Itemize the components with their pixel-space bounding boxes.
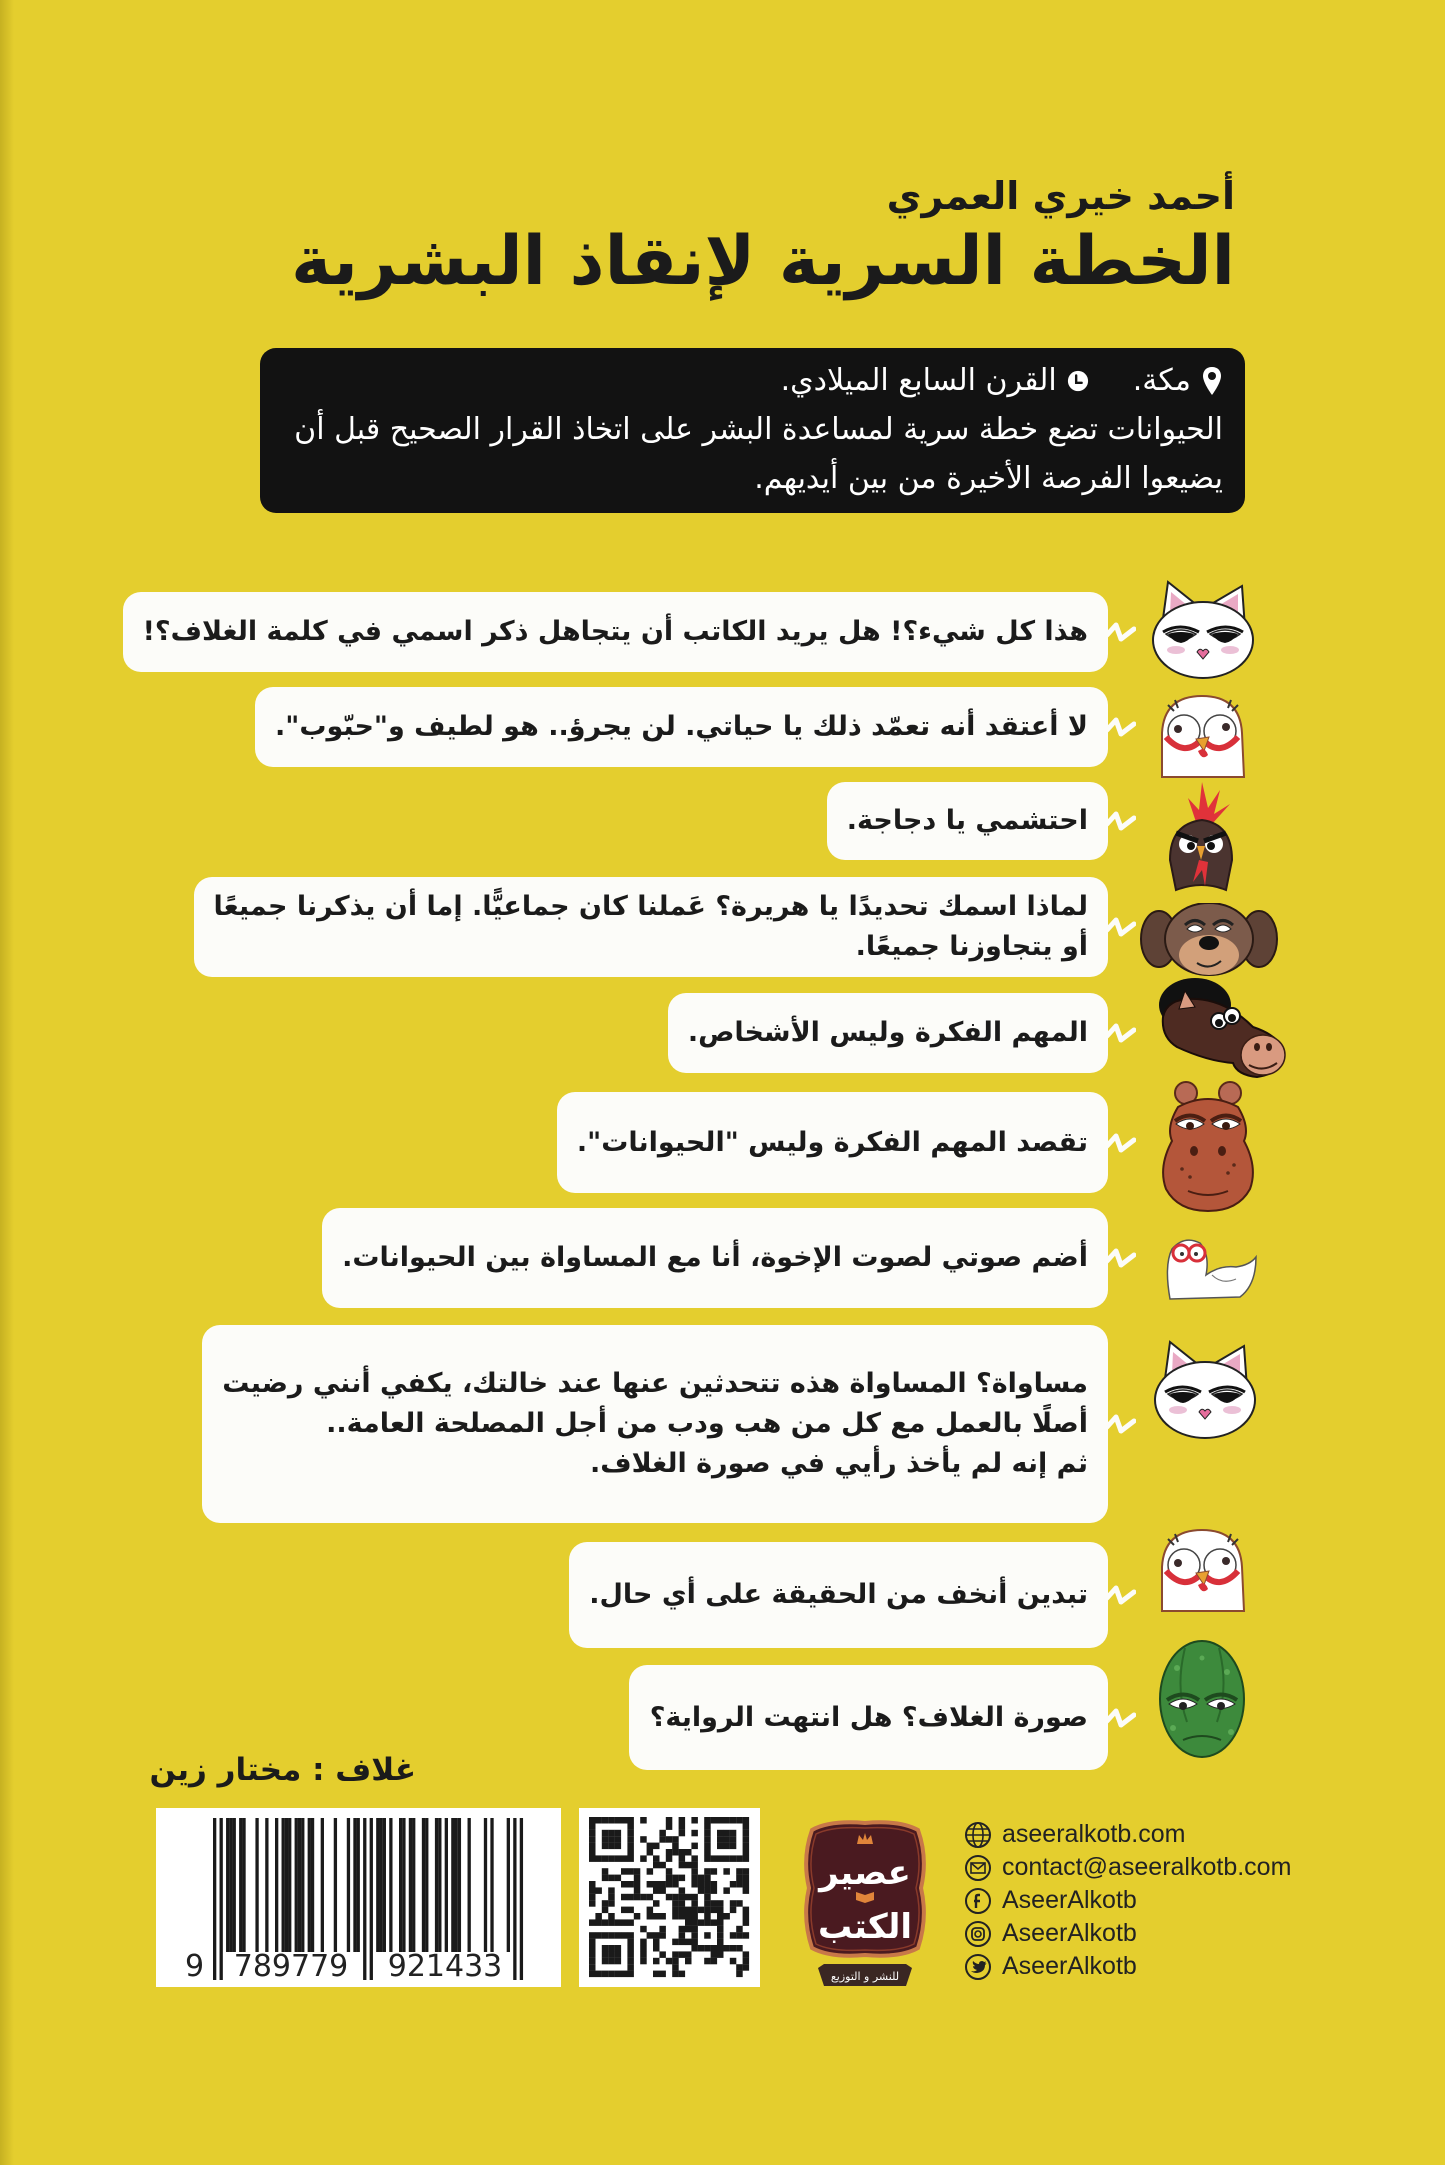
speech-tail-icon — [1106, 717, 1136, 737]
speech-bubble — [629, 1665, 1108, 1770]
contact-text: contact@aseeralkotb.com — [1002, 1853, 1292, 1881]
contact-list — [964, 1818, 1324, 1983]
turtle-avatar-icon — [1157, 1638, 1247, 1760]
bubble-text: أو يتجاوزنا جميعًا. — [855, 931, 1088, 962]
speech-bubble — [255, 687, 1108, 767]
speech-tail-icon — [1106, 622, 1136, 642]
cat-avatar-icon — [1148, 580, 1258, 680]
speech-bubble — [668, 993, 1108, 1073]
synopsis-box — [260, 348, 1245, 513]
bubble-text: لا أعتقد أنه تعمّد ذلك يا حياتي. لن يجرؤ.. هو لطيف و"حبّوب". — [275, 711, 1088, 742]
barcode-bars — [156, 1808, 561, 1987]
isbn-right-group: 921433 — [387, 1949, 503, 1984]
cover-design-credit: غلاف : مختار زين — [149, 1752, 416, 1788]
map-pin-icon — [1201, 366, 1223, 396]
isbn-barcode — [156, 1808, 561, 1987]
isbn-left-group: 789779 — [233, 1949, 349, 1984]
bubble-text: تبدين أنخف من الحقيقة على أي حال. — [589, 1579, 1088, 1610]
clock-icon — [1067, 366, 1089, 396]
bubble-text: لماذا اسمك تحديدًا يا هريرة؟ عَملنا كان جماعيًّا. إما أن يذكرنا جميعًا — [213, 891, 1088, 922]
globe-icon — [964, 1821, 992, 1849]
speech-tail-icon — [1106, 811, 1136, 831]
bubble-text: صورة الغلاف؟ هل انتهت الرواية؟ — [649, 1701, 1088, 1733]
speech-bubble — [322, 1208, 1108, 1308]
horse-avatar-icon — [1157, 977, 1292, 1082]
spine-shadow — [0, 0, 14, 2165]
publisher-name-line2: الكتب — [817, 1907, 913, 1947]
hippo-avatar-icon — [1158, 1077, 1258, 1213]
contact-text: AseerAlkotb — [1002, 1919, 1137, 1947]
isbn-lead-digit: 9 — [185, 1949, 205, 1984]
synopsis-line: يضيعوا الفرصة الأخيرة من بين أيديهم. — [754, 461, 1223, 496]
bubble-text: تقصد المهم الفكرة وليس "الحيوانات". — [576, 1126, 1088, 1158]
contact-text: AseerAlkotb — [1002, 1886, 1137, 1914]
setting-location: مكة. — [1132, 363, 1191, 398]
hen-avatar-icon — [1154, 1527, 1249, 1612]
speech-tail-icon — [1106, 1585, 1136, 1605]
contact-instagram — [964, 1917, 1324, 1950]
bubble-text: أصلًا بالعمل مع كل من هب ودب من أجل المصلحة العامة.. — [326, 1408, 1088, 1439]
speech-tail-icon — [1106, 917, 1136, 937]
speech-bubble — [557, 1092, 1108, 1193]
bubble-text: ثم إنه لم يأخذ رأيي في صورة الغلاف. — [589, 1448, 1088, 1479]
goose-avatar-icon — [1160, 1235, 1260, 1300]
speech-tail-icon — [1106, 1414, 1136, 1434]
bubble-text: المهم الفكرة وليس الأشخاص. — [687, 1017, 1088, 1048]
contact-email — [964, 1851, 1324, 1884]
setting-time: القرن السابع الميلادي. — [780, 363, 1057, 398]
speech-tail-icon — [1106, 1248, 1136, 1268]
setting-row — [278, 356, 1223, 405]
instagram-icon — [964, 1920, 992, 1948]
speech-tail-icon — [1106, 1133, 1136, 1153]
contact-twitter — [964, 1950, 1324, 1983]
publisher-tagline: للنشر و التوزيع — [830, 1970, 900, 1983]
publisher-logo — [800, 1818, 930, 1990]
contact-text: AseerAlkotb — [1002, 1952, 1137, 1980]
qr-code-pattern — [579, 1808, 760, 1987]
speech-tail-icon — [1106, 1023, 1136, 1043]
contact-website — [964, 1818, 1324, 1851]
envelope-icon — [964, 1854, 992, 1882]
dog-avatar-icon — [1139, 903, 1279, 978]
contact-text: aseeralkotb.com — [1002, 1820, 1186, 1848]
bubble-text: مساواة؟ المساواة هذه تتحدثين عنها عند خالتك، يكفي أنني رضيت — [222, 1368, 1088, 1399]
hen-avatar-icon — [1154, 693, 1249, 778]
bubble-text: هذا كل شيء؟! هل يريد الكاتب أن يتجاهل ذكر اسمي في كلمة الغلاف؟! — [142, 616, 1088, 647]
bubble-text: أضم صوتي لصوت الإخوة، أنا مع المساواة بين الحيوانات. — [342, 1242, 1088, 1273]
speech-tail-icon — [1106, 1708, 1136, 1728]
speech-bubble — [194, 877, 1109, 977]
speech-bubble — [569, 1542, 1108, 1648]
speech-bubble — [202, 1325, 1108, 1523]
contact-facebook — [964, 1884, 1324, 1917]
synopsis-line: الحيوانات تضع خطة سرية لمساعدة البشر على اتخاذ القرار الصحيح قبل أن — [294, 412, 1223, 447]
facebook-icon — [964, 1887, 992, 1915]
speech-bubble — [827, 782, 1108, 860]
qr-code — [579, 1808, 760, 1987]
rooster-avatar-icon — [1166, 780, 1236, 892]
speech-bubble — [123, 592, 1108, 672]
twitter-icon — [964, 1953, 992, 1981]
author-name: أحمد خيري العمري — [886, 174, 1235, 218]
book-title: الخطة السرية لإنقاذ البشرية — [291, 222, 1235, 301]
publisher-name-line1: عصير — [819, 1853, 911, 1893]
cat-avatar-icon — [1150, 1340, 1260, 1440]
bubble-text: احتشمي يا دجاجة. — [846, 805, 1088, 836]
